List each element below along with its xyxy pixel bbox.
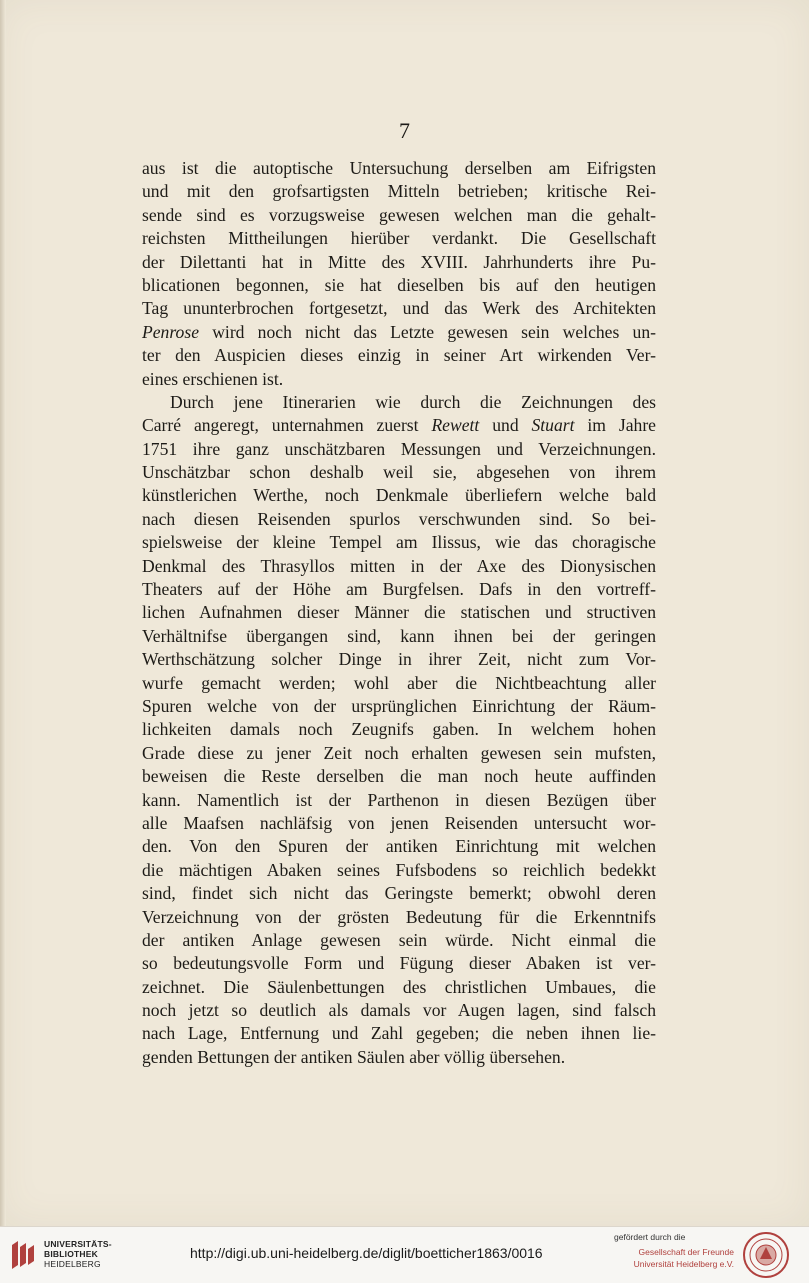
text-line: eines erschienen ist. [142,368,284,389]
name-penrose: Penrose [142,321,199,342]
text-line: sende sind es vorzugsweise gewesen welchen man die gehalt- [142,204,656,225]
text-line: Tag ununterbrochen fortgesetzt, und das Werk des Architekten [142,298,656,319]
text-line: blicationen begonnen, sie hat dieselben bis auf den heutigen [142,274,656,295]
text-line: spielsweise der kleine Tempel am Ilissus, wie das choragische [142,532,656,553]
permalink-url[interactable]: http://digi.ub.uni-heidelberg.de/diglit/boetticher1863/0016 [190,1245,543,1261]
name-stuart: Stuart [531,415,575,436]
library-logo-icon[interactable] [8,1237,38,1273]
text-line: lichkeiten damals noch Zeugnifs gaben. In welchem hohen [142,719,656,740]
footer-bar [0,1226,809,1283]
text-fragment: und [492,415,519,436]
text-line: nach diesen Reisenden spurlos verschwunden sind. So bei- [142,508,656,529]
text-fragment: wird noch nicht das Letzte gewesen sein welches un- [212,321,656,342]
text-line: genden Bettungen der antiken Säulen aber völlig übersehen. [142,1046,566,1067]
sponsor-intro: gefördert durch die [614,1232,686,1242]
text-fragment: im Jahre [587,415,656,436]
body-text [142,157,656,1069]
text-line [142,414,656,437]
text-line: Unschätzbar schon deshalb weil sie, abgesehen von ihrem [142,462,656,483]
text-line: Theaters auf der Höhe am Burgfelsen. Dafs in den vortreff- [142,579,656,600]
sponsor-credit[interactable] [614,1231,734,1270]
text-fragment: Carré angeregt, unternahmen zuerst [142,415,419,436]
text-line: die mächtigen Abaken seines Fufsbodens so reichlich bedekkt [142,859,656,880]
text-line: der Dilettanti hat in Mitte des XVIII. Jahrhunderts ihre Pu- [142,251,656,272]
text-line: nach Lage, Entfernung und Zahl gegeben; die neben ihnen lie- [142,1023,656,1044]
text-line: wurfe gemacht werden; wohl aber die Nichtbeachtung aller [142,672,656,693]
text-line: Verhältnifse übergangen sind, kann ihnen bei der geringen [142,625,656,646]
text-line: noch jetzt so deutlich als damals vor Augen lagen, sind falsch [142,1000,656,1021]
page-number: 7 [399,118,410,143]
text-line: reichsten Mittheilungen hierüber verdankt. Die Gesellschaft [142,228,656,249]
text-line [142,321,656,344]
name-rewett: Rewett [431,415,480,436]
text-line: sind, findet sich nicht das Geringste bemerkt; obwohl deren [142,883,656,904]
text-line: Denkmal des Thrasyllos mitten in der Axe des Dionysischen [142,555,656,576]
text-line: und mit den grofsartigsten Mitteln betrieben; kritische Rei- [142,181,656,202]
text-line: Werthschätzung solcher Dinge in ihrer Zeit, nicht zum Vor- [142,649,656,670]
page-edge-shadow [0,0,6,1226]
text-line: beweisen die Reste derselben die man noch heute auffinden [142,766,656,787]
text-line: Durch jene Itinerarien wie durch die Zeichnungen des [170,391,656,412]
text-line: Grade diese zu jener Zeit noch erhalten gewesen sein mufsten, [142,742,656,763]
text-line: kann. Namentlich ist der Parthenon in diesen Bezügen über [142,789,656,810]
library-name-line: UNIVERSITÄTS- [44,1239,112,1249]
text-line: alle Maafsen nachläfsig von jenen Reisenden untersucht wor- [142,812,656,833]
text-line: der antiken Anlage gewesen sein würde. Nicht einmal die [142,929,656,950]
sponsor-name-line: Gesellschaft der Freunde [638,1247,734,1257]
sponsor-name-line: Universität Heidelberg e.V. [633,1259,734,1269]
text-line: so bedeutungsvolle Form und Fügung dieser Abaken ist ver- [142,953,656,974]
text-line: lichen Aufnahmen dieser Männer die statischen und structiven [142,602,656,623]
library-name-line: BIBLIOTHEK [44,1249,98,1259]
text-line: aus ist die autoptische Untersuchung derselben am Eifrigsten [142,158,656,178]
text-line: Spuren welche von der ursprünglichen Einrichtung der Räum- [142,695,656,716]
library-name-line: HEIDELBERG [44,1259,101,1269]
text-line: zeichnet. Die Säulenbettungen des christlichen Umbaues, die [142,976,656,997]
text-line: 1751 ihre ganz unschätzbaren Messungen und Verzeichnungen. [142,438,656,459]
library-name[interactable] [44,1239,112,1269]
text-line: künstlerichen Werthe, noch Denkmale überliefern welche bald [142,485,656,506]
text-line: Verzeichnung von der grösten Bedeutung für die Erkenntnifs [142,906,656,927]
text-line: den. Von den Spuren der antiken Einrichtung mit welchen [142,836,656,857]
text-line: ter den Auspicien dieses einzig in seiner Art wirkenden Ver- [142,345,656,366]
university-seal-icon[interactable] [742,1231,790,1279]
